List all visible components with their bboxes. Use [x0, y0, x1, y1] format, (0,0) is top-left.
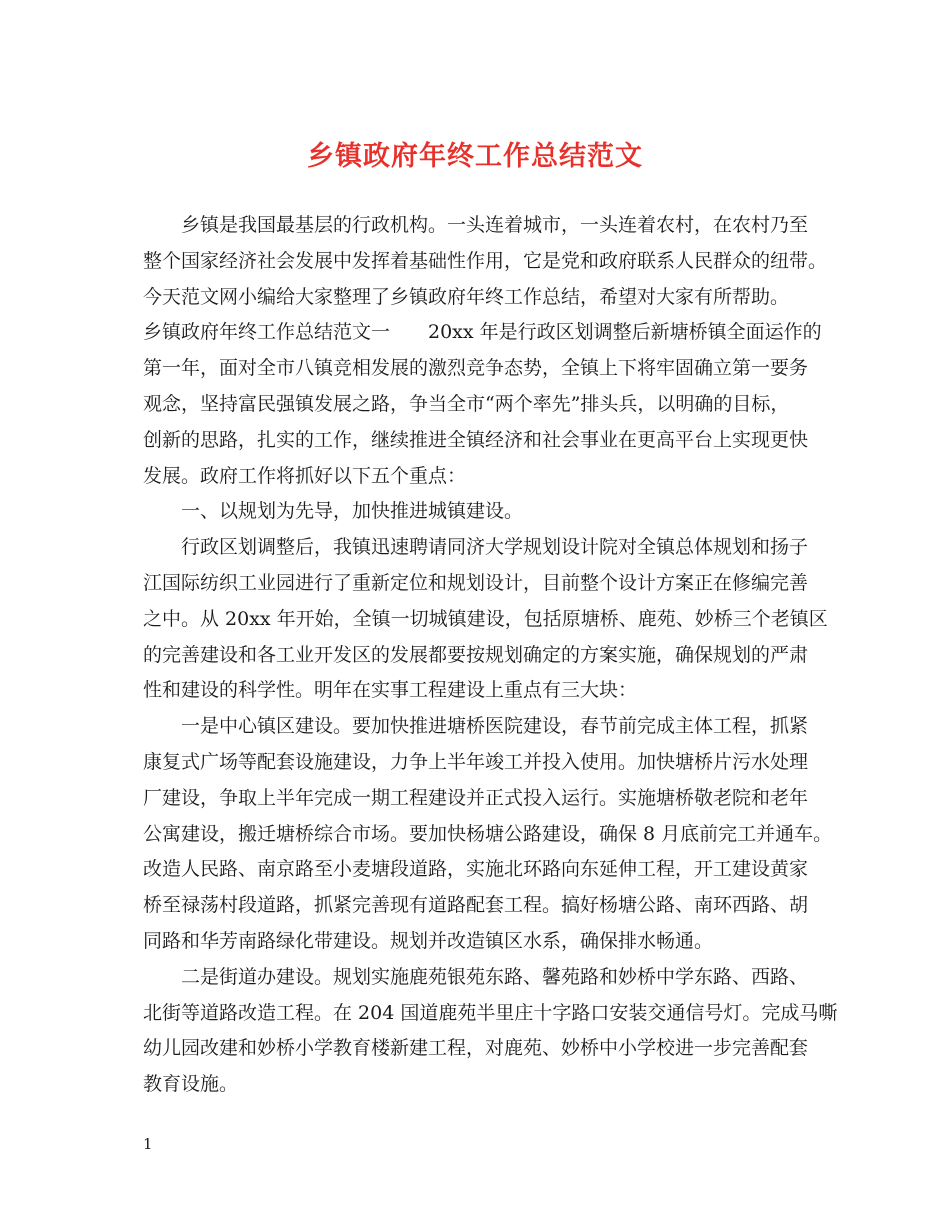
body-line: 行政区划调整后，我镇迅速聘请同济大学规划设计院对全镇总体规划和扬子 [181, 536, 809, 559]
page-number: 1 [143, 1135, 153, 1153]
body-line: 发展。政府工作将抓好以下五个重点： [143, 464, 467, 487]
body-line: 一是中心镇区建设。要加快推进塘桥医院建设，春节前完成主体工程，抓紧 [181, 715, 809, 738]
body-line: 江国际纺织工业园进行了重新定位和规划设计，目前整个设计方案正在修编完善 [143, 571, 809, 594]
body-line: 教育设施。 [143, 1073, 239, 1096]
body-line: 厂建设，争取上半年完成一期工程建设并正式投入运行。实施塘桥敬老院和老年 [143, 786, 809, 809]
body-line: 幼儿园改建和妙桥小学教育楼新建工程，对鹿苑、妙桥中小学校进一步完善配套 [143, 1037, 809, 1060]
body-line: 康复式广场等配套设施建设，力争上半年竣工并投入使用。加快塘桥片污水处理 [143, 750, 809, 773]
body-line: 一、以规划为先导，加快推进城镇建设。 [181, 500, 524, 523]
body-line: 北街等道路改造工程。在 204 国道鹿苑半里庄十字路口安装交通信号灯。完成马嘶 [143, 1001, 838, 1024]
body-line: 乡镇政府年终工作总结范文一 20xx 年是行政区划调整后新塘桥镇全面运作的 [143, 321, 822, 344]
body-line: 二是街道办建设。规划实施鹿苑银苑东路、馨苑路和妙桥中学东路、西路、 [181, 965, 809, 988]
body-line: 今天范文网小编给大家整理了乡镇政府年终工作总结，希望对大家有所帮助。 [143, 285, 790, 308]
body-line: 性和建设的科学性。明年在实事工程建设上重点有三大块： [143, 679, 638, 702]
body-line: 桥至禄荡村段道路，抓紧完善现有道路配套工程。搞好杨塘公路、南环西路、胡 [143, 894, 809, 917]
body-line: 改造人民路、南京路至小麦塘段道路，实施北环路向东延伸工程，开工建设黄家 [143, 858, 809, 881]
document-title: 乡镇政府年终工作总结范文 [307, 141, 643, 172]
body-line: 的完善建设和各工业开发区的发展都要按规划确定的方案实施，确保规划的严肃 [143, 643, 809, 666]
body-line: 公寓建设，搬迁塘桥综合市场。要加快杨塘公路建设，确保 8 月底前完工并通车。 [143, 822, 833, 845]
body-line: 第一年，面对全市八镇竞相发展的激烈竞争态势，全镇上下将牢固确立第一要务 [143, 357, 809, 380]
document-body [143, 208, 838, 1103]
body-line: 乡镇是我国最基层的行政机构。一头连着城市，一头连着农村，在农村乃至 [181, 214, 809, 236]
body-line: 同路和华芳南路绿化带建设。规划并改造镇区水系，确保排水畅通。 [143, 929, 714, 952]
body-line: 整个国家经济社会发展中发挥着基础性作用，它是党和政府联系人民群众的纽带。 [143, 249, 828, 272]
body-line: 创新的思路，扎实的工作，继续推进全镇经济和社会事业在更高平台上实现更快 [143, 428, 809, 451]
body-line: 之中。从 20xx 年开始，全镇一切城镇建设，包括原塘桥、鹿苑、妙桥三个老镇区 [143, 607, 828, 630]
body-line: 观念，坚持富民强镇发展之路，争当全市“两个率先”排头兵，以明确的目标， [143, 392, 790, 415]
